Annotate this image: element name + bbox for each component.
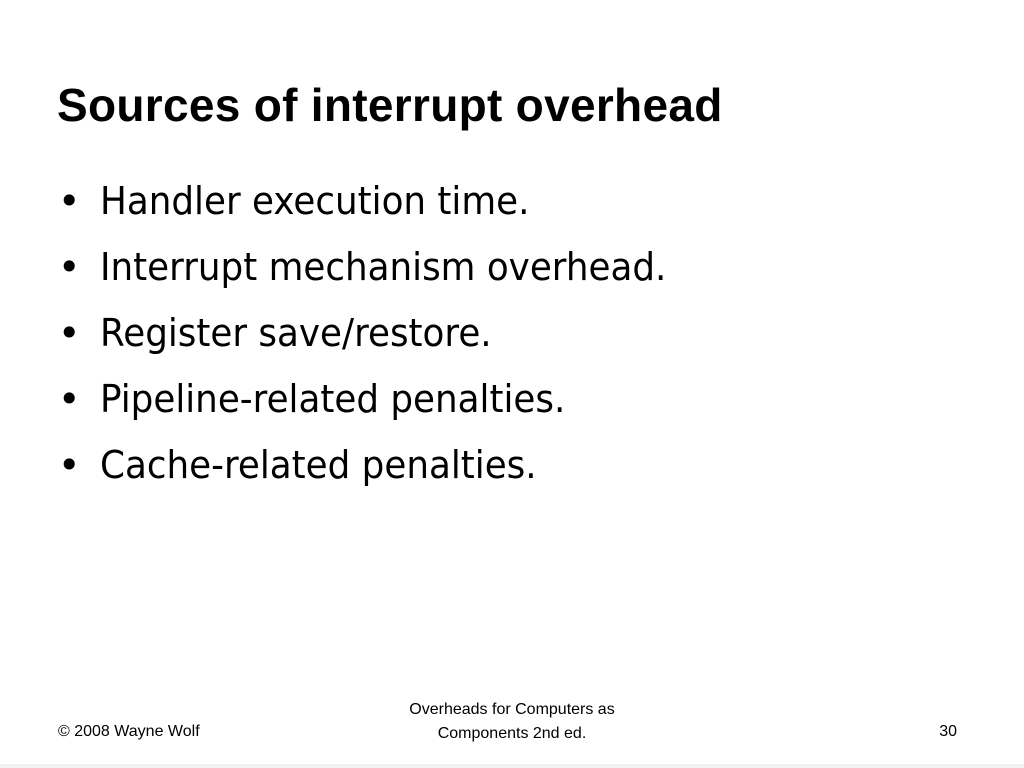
bullet-item [58, 300, 703, 366]
footer-book-line-1: Overheads for Computers as [409, 701, 615, 718]
slide-title: Sources of interrupt overhead [57, 79, 723, 131]
bullet-icon: • [58, 377, 81, 421]
footer-book-line-2: Components 2nd ed. [437, 725, 587, 742]
bullet-text: Interrupt mechanism overhead. [100, 245, 667, 289]
bullet-icon: • [58, 179, 81, 223]
bullet-icon: • [58, 311, 81, 355]
bullet-text: Cache-related penalties. [100, 443, 537, 487]
footer-book-title [362, 698, 662, 746]
bullet-item [58, 432, 703, 498]
bullet-text: Register save/restore. [100, 311, 492, 355]
bottom-divider [0, 764, 1024, 768]
bullet-icon: • [58, 245, 81, 289]
bullet-icon: • [58, 443, 81, 487]
page-number: 30 [939, 723, 957, 740]
bullet-list [58, 168, 703, 498]
bullet-text: Pipeline-related penalties. [100, 377, 566, 421]
bullet-text: Handler execution time. [100, 179, 530, 223]
footer-copyright: © 2008 Wayne Wolf [58, 723, 200, 740]
bullet-item [58, 366, 703, 432]
bullet-item [58, 168, 703, 234]
bullet-item [58, 234, 703, 300]
